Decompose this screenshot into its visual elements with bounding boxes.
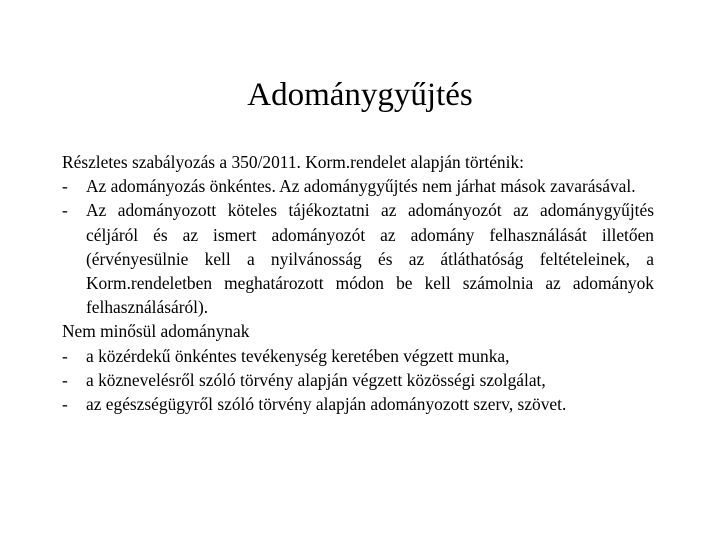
exclusion-text: a közérdekű önkéntes tevékenység keretében végzett munka, — [86, 345, 510, 366]
slide-body — [62, 150, 654, 416]
rule-item — [62, 198, 654, 319]
bullet-dash: - — [62, 176, 68, 197]
bullet-dash: - — [62, 200, 68, 221]
rule-item — [62, 174, 654, 198]
exclusion-text: a köznevelésről szóló törvény alapján végzett közösségi szolgálat, — [86, 369, 546, 390]
bullet-dash: - — [62, 394, 68, 415]
exclusion-item — [62, 392, 654, 416]
bullet-dash: - — [62, 369, 68, 390]
exclusion-item — [62, 368, 654, 392]
exclusion-item — [62, 344, 654, 368]
rule-text: Az adományozott köteles tájékoztatni az adományozót az adománygyűjtés céljáról és az ismert adományozót az adomány felhasználását illetően (érvényesülnie kell a nyilvánosság és az átláthatóság feltételeinek, a Korm.rendeletben meghatározott módon be kell számolnia az adományok felhasználásáról). — [86, 200, 654, 318]
intro-text: Részletes szabályozás a 350/2011. Korm.rendelet alapján történik: — [62, 152, 524, 172]
exclusion-text: az egészségügyről szóló törvény alapján adományozott szerv, szövet. — [86, 394, 567, 415]
exclusion-heading: Nem minősül adománynak — [62, 321, 250, 342]
rule-text: Az adományozás önkéntes. Az adománygyűjtés nem járhat mások zavarásával. — [86, 176, 636, 197]
slide-title: Adománygyűjtés — [247, 77, 473, 113]
bullet-dash: - — [62, 345, 68, 366]
